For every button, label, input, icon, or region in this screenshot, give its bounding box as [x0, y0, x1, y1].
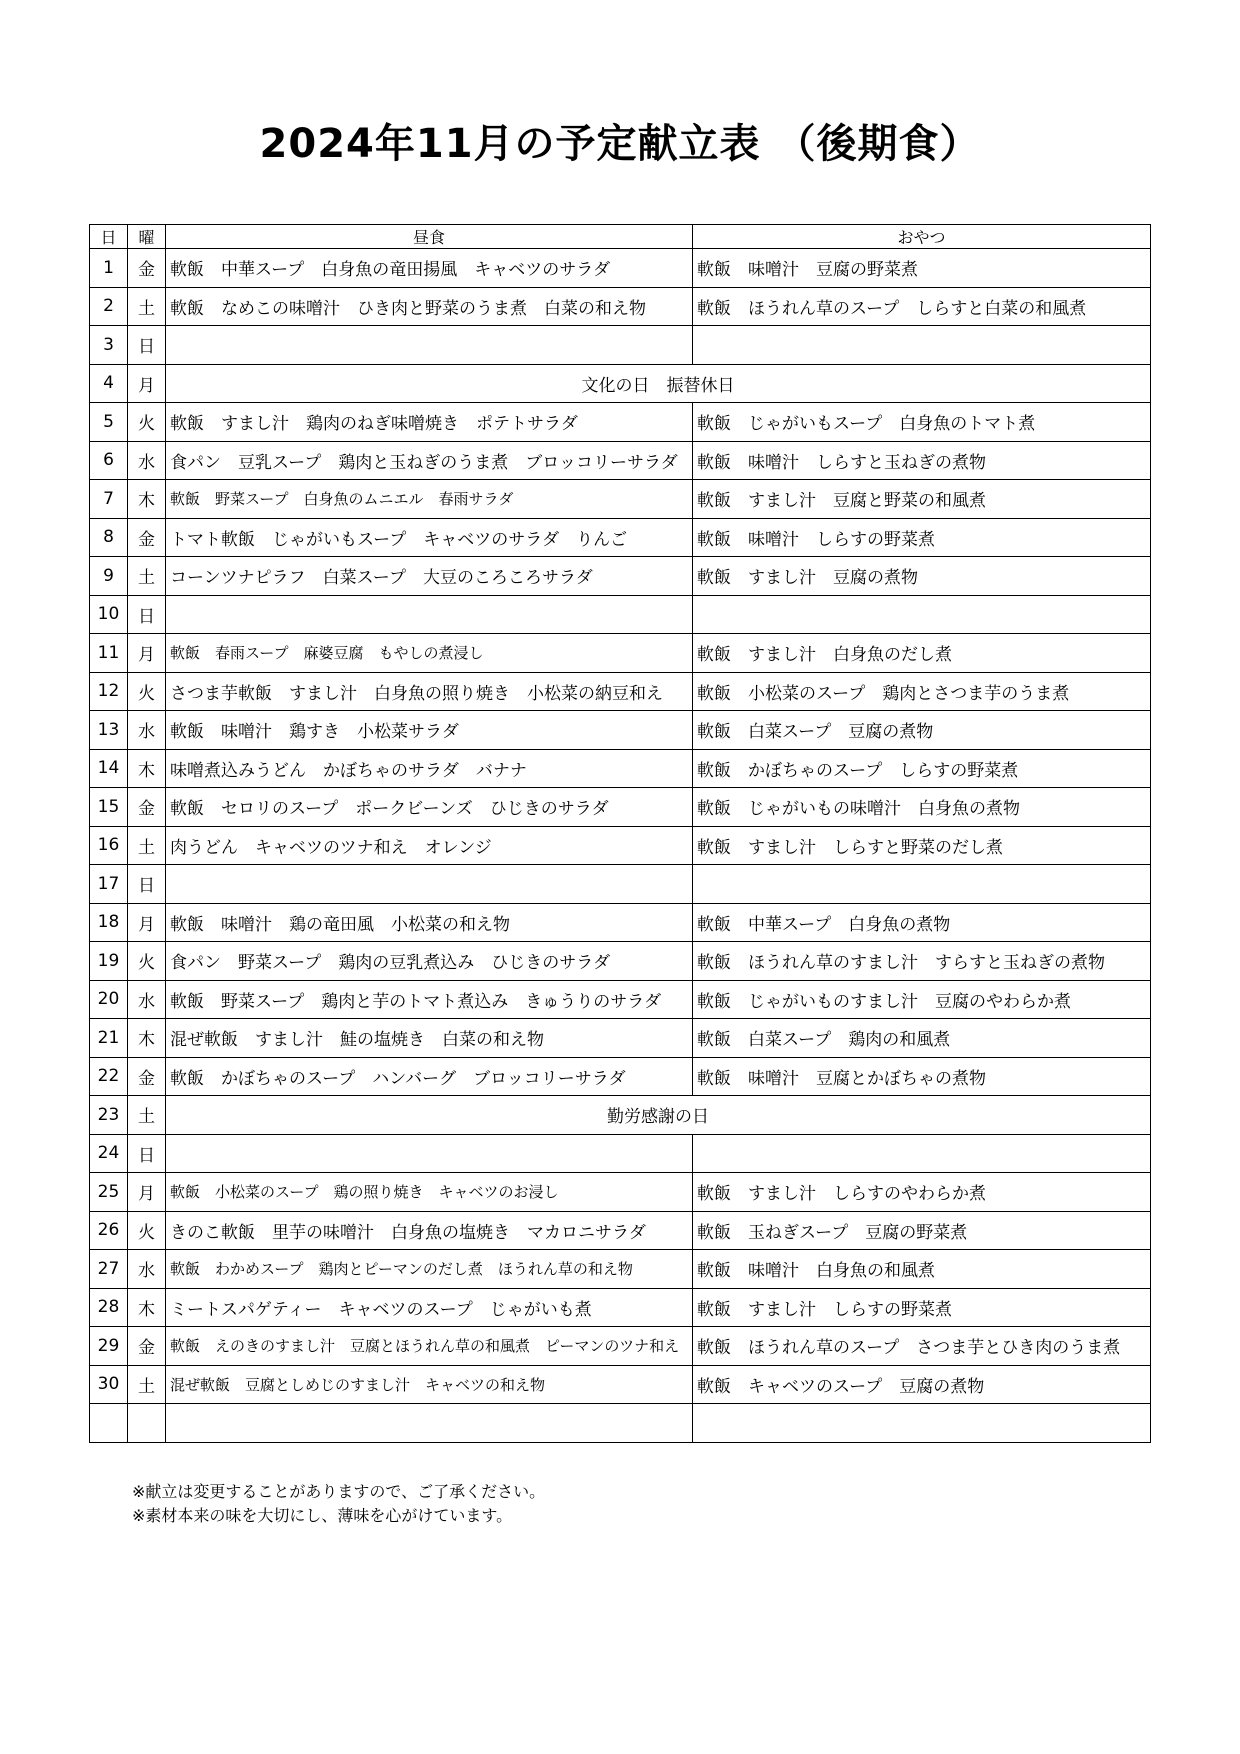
day-cell: 25	[90, 1173, 128, 1212]
lunch-cell: 混ぜ軟飯 すまし汁 鮭の塩焼き 白菜の和え物	[166, 1019, 693, 1058]
snack-cell: 軟飯 すまし汁 豆腐と野菜の和風煮	[693, 480, 1151, 519]
day-cell: 17	[90, 865, 128, 904]
day-cell: 5	[90, 403, 128, 442]
table-row	[90, 403, 1151, 442]
table-row	[90, 980, 1151, 1019]
lunch-cell: コーンツナピラフ 白菜スープ 大豆のころころサラダ	[166, 557, 693, 596]
weekday-cell: 火	[128, 672, 166, 711]
weekday-cell: 木	[128, 1288, 166, 1327]
lunch-cell: 軟飯 中華スープ 白身魚の竜田揚風 キャベツのサラダ	[166, 249, 693, 288]
lunch-cell	[166, 595, 693, 634]
lunch-cell: 混ぜ軟飯 豆腐としめじのすまし汁 キャベツの和え物	[166, 1365, 693, 1404]
table-row	[90, 1211, 1151, 1250]
snack-cell	[693, 326, 1151, 365]
snack-cell: 軟飯 味噌汁 豆腐の野菜煮	[693, 249, 1151, 288]
lunch-cell	[166, 1134, 693, 1173]
day-cell: 19	[90, 942, 128, 981]
day-cell: 21	[90, 1019, 128, 1058]
table-row	[90, 595, 1151, 634]
snack-cell: 軟飯 すまし汁 しらすと野菜のだし煮	[693, 826, 1151, 865]
table-row	[90, 903, 1151, 942]
lunch-cell: 味噌煮込みうどん かぼちゃのサラダ バナナ	[166, 749, 693, 788]
lunch-cell: 軟飯 味噌汁 鶏すき 小松菜サラダ	[166, 711, 693, 750]
weekday-cell: 日	[128, 595, 166, 634]
snack-cell: 軟飯 玉ねぎスープ 豆腐の野菜煮	[693, 1211, 1151, 1250]
table-row	[90, 711, 1151, 750]
snack-cell: 軟飯 味噌汁 豆腐とかぼちゃの煮物	[693, 1057, 1151, 1096]
lunch-cell: 軟飯 味噌汁 鶏の竜田風 小松菜の和え物	[166, 903, 693, 942]
weekday-cell: 木	[128, 480, 166, 519]
day-cell: 18	[90, 903, 128, 942]
snack-cell: 軟飯 すまし汁 豆腐の煮物	[693, 557, 1151, 596]
weekday-cell: 月	[128, 364, 166, 403]
table-row	[90, 749, 1151, 788]
snack-cell: 軟飯 じゃがいものすまし汁 豆腐のやわらか煮	[693, 980, 1151, 1019]
day-cell: 10	[90, 595, 128, 634]
weekday-cell: 水	[128, 441, 166, 480]
weekday-cell: 月	[128, 1173, 166, 1212]
lunch-cell: 軟飯 すまし汁 鶏肉のねぎ味噌焼き ポテトサラダ	[166, 403, 693, 442]
table-row	[90, 1096, 1151, 1135]
snack-cell: 軟飯 すまし汁 白身魚のだし煮	[693, 634, 1151, 673]
day-cell: 11	[90, 634, 128, 673]
weekday-cell: 土	[128, 1365, 166, 1404]
weekday-cell: 金	[128, 518, 166, 557]
day-cell: 1	[90, 249, 128, 288]
day-cell: 16	[90, 826, 128, 865]
lunch-cell: 軟飯 わかめスープ 鶏肉とピーマンのだし煮 ほうれん草の和え物	[166, 1250, 693, 1289]
snack-cell	[693, 1134, 1151, 1173]
holiday-cell: 勤労感謝の日	[166, 1096, 1151, 1135]
snack-cell: 軟飯 すまし汁 しらすの野菜煮	[693, 1288, 1151, 1327]
table-row	[90, 634, 1151, 673]
table-row	[90, 1134, 1151, 1173]
table-row	[90, 480, 1151, 519]
table-row	[90, 364, 1151, 403]
snack-cell: 軟飯 じゃがいもスープ 白身魚のトマト煮	[693, 403, 1151, 442]
day-cell: 28	[90, 1288, 128, 1327]
header-snack: おやつ	[693, 225, 1151, 249]
day-cell: 12	[90, 672, 128, 711]
table-row	[90, 942, 1151, 981]
day-cell: 15	[90, 788, 128, 827]
snack-cell: 軟飯 かぼちゃのスープ しらすの野菜煮	[693, 749, 1151, 788]
header-day: 日	[90, 225, 128, 249]
weekday-cell: 木	[128, 749, 166, 788]
weekday-cell: 日	[128, 326, 166, 365]
day-cell: 8	[90, 518, 128, 557]
day-cell: 22	[90, 1057, 128, 1096]
snack-cell: 軟飯 ほうれん草のスープ しらすと白菜の和風煮	[693, 287, 1151, 326]
snack-cell	[693, 865, 1151, 904]
weekday-cell: 日	[128, 1134, 166, 1173]
lunch-cell: 軟飯 かぼちゃのスープ ハンバーグ ブロッコリーサラダ	[166, 1057, 693, 1096]
table-row	[90, 865, 1151, 904]
lunch-cell	[166, 1404, 693, 1443]
weekday-cell: 金	[128, 1327, 166, 1366]
note-line: ※素材本来の味を大切にし、薄味を心がけています。	[132, 1506, 513, 1525]
lunch-cell: ミートスパゲティー キャベツのスープ じゃがいも煮	[166, 1288, 693, 1327]
table-row	[90, 1404, 1151, 1443]
table-row	[90, 1173, 1151, 1212]
table-row	[90, 1288, 1151, 1327]
table-row	[90, 557, 1151, 596]
day-cell: 4	[90, 364, 128, 403]
table-row	[90, 788, 1151, 827]
day-cell: 29	[90, 1327, 128, 1366]
holiday-cell: 文化の日 振替休日	[166, 364, 1151, 403]
day-cell: 6	[90, 441, 128, 480]
weekday-cell: 金	[128, 1057, 166, 1096]
snack-cell: 軟飯 すまし汁 しらすのやわらか煮	[693, 1173, 1151, 1212]
snack-cell: 軟飯 ほうれん草のすまし汁 すらすと玉ねぎの煮物	[693, 942, 1151, 981]
lunch-cell: きのこ軟飯 里芋の味噌汁 白身魚の塩焼き マカロニサラダ	[166, 1211, 693, 1250]
table-row	[90, 1327, 1151, 1366]
table-row	[90, 326, 1151, 365]
snack-cell: 軟飯 白菜スープ 豆腐の煮物	[693, 711, 1151, 750]
lunch-cell: トマト軟飯 じゃがいもスープ キャベツのサラダ りんご	[166, 518, 693, 557]
table-row	[90, 249, 1151, 288]
snack-cell	[693, 595, 1151, 634]
weekday-cell: 木	[128, 1019, 166, 1058]
weekday-cell: 火	[128, 403, 166, 442]
day-cell: 26	[90, 1211, 128, 1250]
weekday-cell	[128, 1404, 166, 1443]
page-title: 2024年11月の予定献立表 （後期食）	[259, 121, 981, 167]
table-row	[90, 672, 1151, 711]
lunch-cell	[166, 865, 693, 904]
day-cell: 13	[90, 711, 128, 750]
weekday-cell: 月	[128, 634, 166, 673]
lunch-cell: 軟飯 春雨スープ 麻婆豆腐 もやしの煮浸し	[166, 634, 693, 673]
day-cell: 30	[90, 1365, 128, 1404]
snack-cell: 軟飯 小松菜のスープ 鶏肉とさつま芋のうま煮	[693, 672, 1151, 711]
weekday-cell: 金	[128, 788, 166, 827]
snack-cell: 軟飯 ほうれん草のスープ さつま芋とひき肉のうま煮	[693, 1327, 1151, 1366]
day-cell: 24	[90, 1134, 128, 1173]
weekday-cell: 月	[128, 903, 166, 942]
snack-cell: 軟飯 味噌汁 白身魚の和風煮	[693, 1250, 1151, 1289]
table-body	[90, 249, 1151, 1443]
lunch-cell: 軟飯 野菜スープ 鶏肉と芋のトマト煮込み きゅうりのサラダ	[166, 980, 693, 1019]
lunch-cell: 肉うどん キャベツのツナ和え オレンジ	[166, 826, 693, 865]
snack-cell: 軟飯 キャベツのスープ 豆腐の煮物	[693, 1365, 1151, 1404]
table-header-row	[90, 225, 1151, 249]
day-cell: 14	[90, 749, 128, 788]
snack-cell: 軟飯 じゃがいもの味噌汁 白身魚の煮物	[693, 788, 1151, 827]
weekday-cell: 水	[128, 1250, 166, 1289]
lunch-cell: 食パン 豆乳スープ 鶏肉と玉ねぎのうま煮 ブロッコリーサラダ	[166, 441, 693, 480]
table-row	[90, 1057, 1151, 1096]
table-row	[90, 287, 1151, 326]
weekday-cell: 水	[128, 980, 166, 1019]
lunch-cell: 食パン 野菜スープ 鶏肉の豆乳煮込み ひじきのサラダ	[166, 942, 693, 981]
snack-cell: 軟飯 味噌汁 しらすの野菜煮	[693, 518, 1151, 557]
weekday-cell: 土	[128, 287, 166, 326]
table-row	[90, 441, 1151, 480]
day-cell: 7	[90, 480, 128, 519]
snack-cell: 軟飯 中華スープ 白身魚の煮物	[693, 903, 1151, 942]
weekday-cell: 土	[128, 557, 166, 596]
table-row	[90, 1250, 1151, 1289]
lunch-cell	[166, 326, 693, 365]
table-row	[90, 1365, 1151, 1404]
notes	[132, 1480, 545, 1528]
lunch-cell: 軟飯 野菜スープ 白身魚のムニエル 春雨サラダ	[166, 480, 693, 519]
day-cell: 20	[90, 980, 128, 1019]
snack-cell: 軟飯 味噌汁 しらすと玉ねぎの煮物	[693, 441, 1151, 480]
day-cell: 3	[90, 326, 128, 365]
day-cell: 9	[90, 557, 128, 596]
weekday-cell: 土	[128, 1096, 166, 1135]
snack-cell: 軟飯 白菜スープ 鶏肉の和風煮	[693, 1019, 1151, 1058]
table-row	[90, 826, 1151, 865]
day-cell: 2	[90, 287, 128, 326]
note-line: ※献立は変更することがありますので、ご了承ください。	[132, 1482, 546, 1501]
lunch-cell: 軟飯 小松菜のスープ 鶏の照り焼き キャベツのお浸し	[166, 1173, 693, 1212]
weekday-cell: 金	[128, 249, 166, 288]
table-row	[90, 1019, 1151, 1058]
table-row	[90, 518, 1151, 557]
weekday-cell: 土	[128, 826, 166, 865]
header-weekday: 曜	[128, 225, 166, 249]
weekday-cell: 火	[128, 1211, 166, 1250]
menu-table	[89, 224, 1151, 1443]
header-lunch: 昼食	[166, 225, 693, 249]
lunch-cell: 軟飯 えのきのすまし汁 豆腐とほうれん草の和風煮 ピーマンのツナ和え	[166, 1327, 693, 1366]
lunch-cell: 軟飯 セロリのスープ ポークビーンズ ひじきのサラダ	[166, 788, 693, 827]
weekday-cell: 日	[128, 865, 166, 904]
weekday-cell: 火	[128, 942, 166, 981]
day-cell	[90, 1404, 128, 1443]
day-cell: 27	[90, 1250, 128, 1289]
day-cell: 23	[90, 1096, 128, 1135]
weekday-cell: 水	[128, 711, 166, 750]
lunch-cell: さつま芋軟飯 すまし汁 白身魚の照り焼き 小松菜の納豆和え	[166, 672, 693, 711]
snack-cell	[693, 1404, 1151, 1443]
lunch-cell: 軟飯 なめこの味噌汁 ひき肉と野菜のうま煮 白菜の和え物	[166, 287, 693, 326]
